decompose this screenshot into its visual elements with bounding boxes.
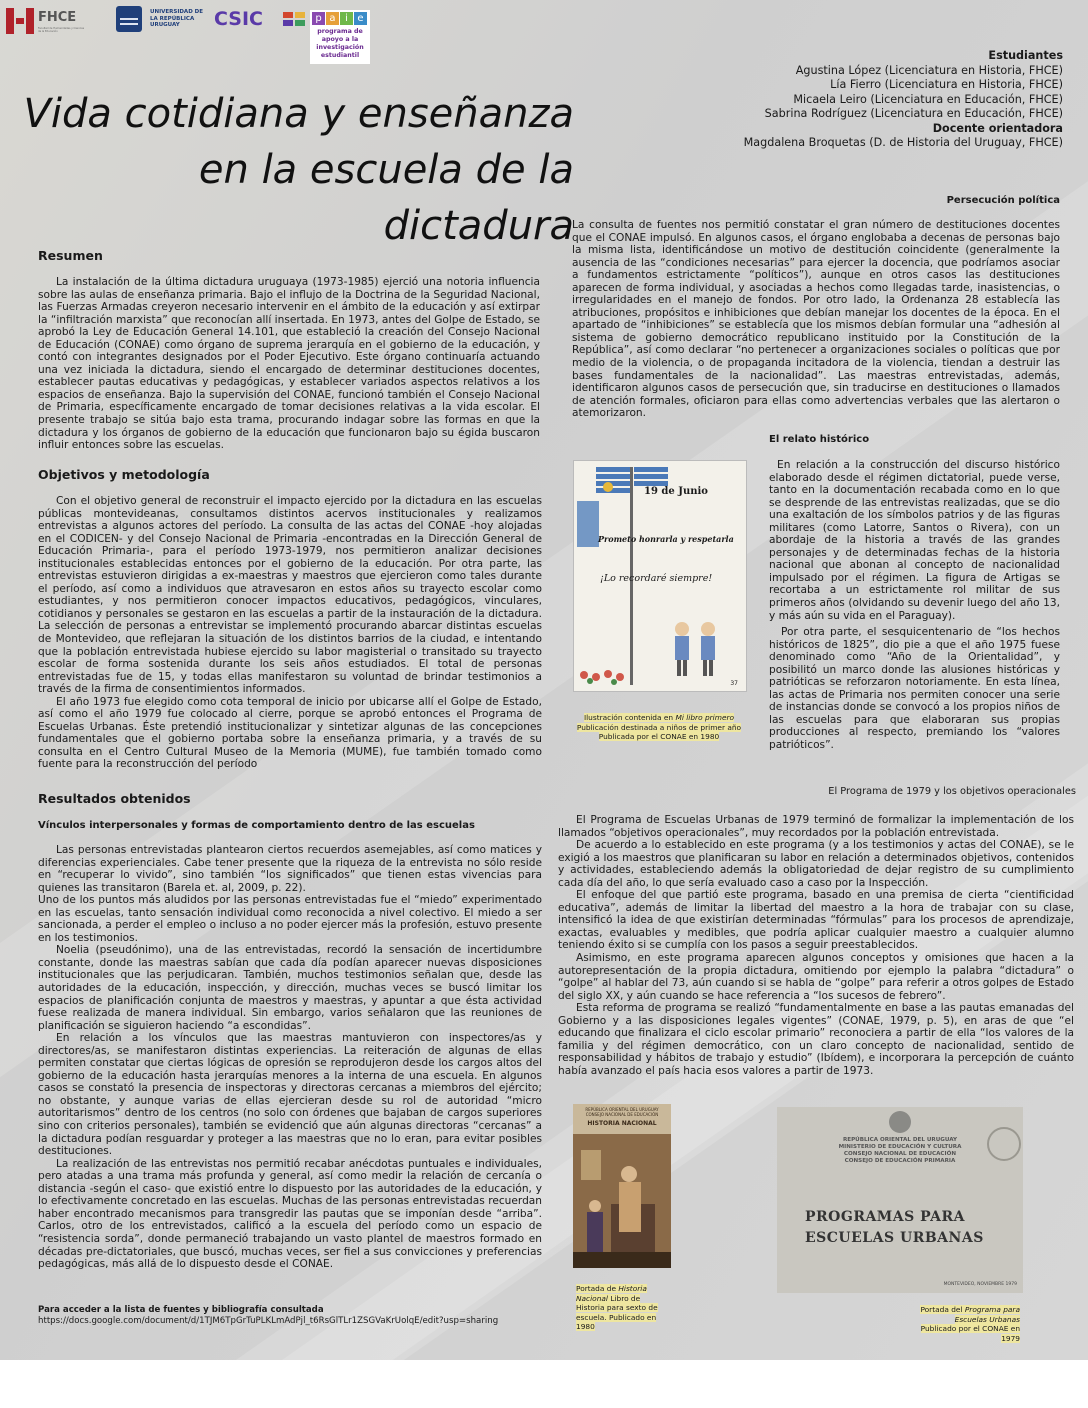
figure2-caption [576, 1284, 666, 1332]
caption-title: Historia Nacional [576, 1284, 647, 1303]
cover-title-line: PROGRAMAS PARA [805, 1209, 966, 1225]
resultados-paragraph: La realización de las entrevistas nos permitió recabar anécdotas puntuales e individuales, pero atadas a una trama más profunda y general, así como medir la relación de cercanía o distancia -según el caso- que existió entre lo dispuesto por las autoridades de la educación, y lo efectivamente concretado en las escuelas. Muchas de las personas entrevistadas recuerdan haber encontrado mecanismos para transgredir las pautas que se imponían desde “arriba”. Carlos, otro de los entrevistados, calificó a la escuela del período como un espacio de “resistencia sorda”, donde permaneció trabajando un vasto plantel de maestros formado en décadas pre-dictatoriales, que buscó, muchas veces, ser fiel a sus convicciones y preferencias pedagógicas, más allá de lo dispuesto desde el CONAE. [38, 1157, 542, 1271]
caption-prefix: Portada del [920, 1305, 965, 1314]
caption-title: Mi libro primero [675, 713, 735, 722]
caption-text: Publicado por el CONAE en 1979 [920, 1324, 1020, 1343]
paie-letter: a [326, 12, 339, 25]
student-name: Sabrina Rodríguez (Licenciatura en Educación, FHCE) [764, 107, 1063, 120]
poster-title [4, 86, 574, 246]
fhce-logo-text: FHCE [38, 10, 77, 25]
paie-logo [310, 10, 370, 64]
student-name: Agustina López (Licenciatura en Historia, FHCE) [795, 63, 1063, 77]
resultados-text [38, 844, 542, 1280]
relato-paragraph: En relación a la construcción del discurso histórico elaborado desde el régimen dictatorial, puede verse, tanto en la documentación recabada como en lo que se desprende de las entrevistas realizadas, que se dio una exaltación de los símbolos patrios y de las figuras militares (como Latorre, Santos o Rivera), con un abordaje de la historia a través de las grandes personajes y de determinadas fechas de la historia nacional que abonan al concepto de nacionalidad impulsado por el régimen. La figura de Artigas se recortaba a un estrictamente rol militar de sus primeros años (olvidando su devenir luego del año 13, y más aún su vida en el Paraguay). [769, 459, 1060, 622]
relato-heading: El relato histórico [769, 434, 870, 445]
title-line: en la escuela de la dictadura [198, 147, 574, 246]
resultados-paragraph: Noelia (pseudónimo), una de las entrevistadas, recordó la sensación de incertidumbre constante, donde las maestras sabían que cada día podían aparecer nuevas disposiciones institucionales que las perjudicaran. También, muchos testimonios señalan que, desde las autoridades de la educación, inspección, y dirección, muchas veces se buscó limitar los espacios de planificación conjunta de maestros y maestras, y apuntar a que ésta actividad fuese realizada de manera individual. Sin embargo, varios señalaron que las reuniones de planificación se siguieron haciendo “a escondidas”. [38, 944, 542, 1032]
relato-text [769, 459, 1060, 757]
programa-paragraph: El enfoque del que partió este programa, basado en una premisa de cierta “cientificidad educativa”, además de limitar la libertad del maestro a la hora de trabajar con su clase, intensificó la idea de que existirían determinadas “fórmulas” para los procesos de aprendizaje, exactas, evaluables y medibles, que podría aplicar cualquier maestro a cualquier alumno teniendo éxito si se cumplía con los pasos a seguir preestablecidos. [558, 889, 1074, 952]
relato-paragraph: Por otra parte, el sesquicentenario de “los hechos históricos de 1825”, dio pie a que el año 1975 fuese denominado como “Año de la Orientalidad”, y posibilitó un marco donde las alusiones históricas y patrióticas se reforzaron notoriamente. En esta línea, las actas de Primaria nos permiten conocer una serie de instancias donde se convocó a los propios niños de las escuelas para que elaboraran sus propias producciones al respecto, premiando los “valores patrióticos”. [769, 626, 1060, 752]
figure3-caption [920, 1305, 1020, 1343]
caption-text: Publicación destinada a niños de primer año Publicada por el CONAE en 1980 [576, 722, 742, 742]
authors-block [640, 49, 1063, 151]
mi-libro-primero-illustration [573, 460, 747, 692]
resultados-paragraph: Uno de los puntos más aludidos por las personas entrevistadas fue el “miedo” experimentado en las escuelas, tanto sensación individual como reconocida a nivel colectivo. El miedo a ser sancionada, a perder el empleo o incluso a no poder ejercer más la profesión, estuvo presente en los testimonios. [38, 894, 542, 944]
programas-escuelas-urbanas-cover [777, 1107, 1023, 1293]
illustration-line: ¡Lo recordaré siempre! [600, 573, 713, 584]
cover-title-line: ESCUELAS URBANAS [805, 1230, 984, 1246]
csic-squares [283, 12, 307, 26]
student-name: Lía Fierro (Licenciatura en Historia, FHCE) [830, 78, 1063, 91]
sources-label: Para acceder a la lista de fuentes y bibliografía consultada [38, 1305, 324, 1315]
paie-logo-text: programa de apoyo a la investigación estudiantil [316, 28, 364, 59]
title-line: Vida cotidiana y enseñanza [23, 91, 574, 137]
persecucion-text [572, 219, 1060, 423]
objetivos-paragraph: El año 1973 fue elegido como cota temporal de inicio por ubicarse allí el Golpe de Estado, así como el año 1979 fue colocado al cierre, porque se aprobó entonces el Programa de Escuelas Urbanas. Éste pretendió institucionalizar y sintetizar algunas de las concepciones fundamentales que el gobierno portaba sobre la enseñanza primaria, y a través de su consulta en el Centro Cultural Museo de la Memoria (MUME), fue también tomado como fuente para la reconstrucción del período [38, 695, 542, 771]
illustration-page-number: 37 [730, 680, 738, 687]
cover-title [805, 1207, 984, 1249]
resumen-heading: Resumen [38, 248, 103, 263]
programa-paragraph: Esta reforma de programa se realizó “fundamentalmente en base a las pautas emanadas del Gobierno y a las disposiciones legales vigentes” (CONAE, 1979, p. 5), en aras de que “el educando que finalizara el ciclo escolar primario” reconociera a partir de ella “los valores de la familia y del régimen democrático, con un claro concepto de nacionalidad, sentido de responsabilidad y hábitos de trabajo y estudio” (Ibídem), e incorporara la percepción de cuánto había avanzado el país hacia esos valores a partir de 1973. [558, 1002, 1074, 1077]
persecucion-heading: Persecución política [946, 195, 1060, 206]
objetivos-heading: Objetivos y metodología [38, 467, 210, 482]
historia-nacional-cover [573, 1104, 671, 1268]
programa-text [558, 814, 1074, 1084]
programa-paragraph: El Programa de Escuelas Urbanas de 1979 terminó de formalizar la implementación de los llamados “objetivos operacionales”, muy recordados por la población entrevistada. [558, 814, 1074, 839]
resumen-paragraph: La instalación de la última dictadura uruguaya (1973-1985) ejerció una notoria influencia sobre las aulas de enseñanza primaria. Bajo el influjo de la Doctrina de la Seguridad Nacional, las Fuerzas Armadas creyeron necesario intervenir en el ámbito de la educación y así extirpar la “infiltración marxista” que reconocían allí insertada. En 1973, antes del Golpe de Estado, se aprobó la Ley de Educación General 14.101, que estableció la creación del Consejo Nacional de Educación (CONAE) como órgano de suprema jerarquía en el gobierno de la educación, y contó con integrantes designados por el Poder Ejecutivo. Este órgano continuaría actuando una vez iniciada la dictadura, siendo el encargado de determinar destituciones docentes, establecer pautas educativas y pedagógicas, y establecer variados aspectos relativos a los espacios de enseñanza. Bajo la supervisión del CONAE, funcionó también el Consejo Nacional de Primaria, específicamente encargado de tomar decisiones relativas a la vida escolar. El presente trabajo se sitúa bajo esta trama, procurando indagar sobre las formas en que la dictadura y los órganos de gobierno de la educación que funcionaron bajo su égida buscaron influir entonces sobre las escuelas. [38, 276, 540, 452]
cover-header-line: CONSEJO DE EDUCACIÓN PRIMARIA [844, 1158, 956, 1164]
sources-link[interactable]: https://docs.google.com/document/d/1TJM6TpGrTuPLKLmAdPjl_t6RsGlTLr1ZSGVaKrUolqE/edit?usp=sharing [38, 1316, 499, 1326]
students-label: Estudiantes [988, 49, 1063, 62]
resultados-paragraph: Las personas entrevistadas plantearon ciertos recuerdos asemejables, así como matices y diferencias experienciales. Cabe tener presente que la riqueza de la entrevista no sólo reside en “recuperar lo vivido”, sino también “los significados” que tienen estas vivencias para quienes las transitaron (Barela et. al, 2009, p. 22). [38, 844, 542, 894]
paie-letter: e [354, 12, 367, 25]
cover-header-line: REPÚBLICA ORIENTAL DEL URUGUAY [842, 1137, 958, 1143]
cover-date: MONTEVIDEO, NOVIEMBRE 1979 [943, 1282, 1017, 1287]
objetivos-text [38, 495, 542, 777]
persecucion-paragraph: La consulta de fuentes nos permitió constatar el gran número de destituciones docentes que el CONAE impulsó. En algunos casos, el órgano englobaba a decenas de personas bajo la misma lista, identificándose un motivo de destitución coincidente (generalmente la ausencia de las “condiciones necesarias” para ejercer la docencia, que podríamos asociar a fundamentos estrictamente “políticos”), aunque en otros casos las destituciones aparecen de forma individual, y asociadas a hechos como llegadas tarde, inasistencias, o irregularidades en el manejo de fondos. Por otro lado, la Ordenanza 28 establecía las atribuciones, propósitos e inhibiciones que debían manejar los docentes de la época. En el apartado de “inhibiciones” se establecía que los mismos debían formular una “adhesión al sistema de gobierno democrático republicano instituido por la Constitución de la República”, así como declarar “no pertenecer a organizaciones sociales o políticas que por medio de la violencia, o de propaganda incitadora de la violencia, tiendan a destruir las bases fundamentales de la nacionalidad”. Las maestras entrevistadas, además, identificaron algunos casos de persecución que, sin traducirse en destituciones o llamados de atención formales, oficiaron para ellas como advertencias verbales que las alertaron o atemorizaron. [572, 219, 1060, 420]
cover-header-line: MINISTERIO DE EDUCACIÓN Y CULTURA [838, 1144, 962, 1150]
fhce-logo-subtitle: Facultad de Humanidades y Ciencias de la Educación [38, 27, 84, 33]
figure1-caption [573, 713, 745, 742]
paie-letter: p [312, 12, 325, 25]
resumen-text [38, 276, 540, 456]
cover-header [777, 1137, 1023, 1165]
caption-prefix: Ilustración contenida en [583, 713, 676, 722]
teacher-name: Magdalena Broquetas (D. de Historia del Uruguay, FHCE) [743, 136, 1063, 149]
paie-letter: i [340, 12, 353, 25]
sources-block [38, 1305, 558, 1327]
programa-paragraph: Asimismo, en este programa aparecen algunos conceptos y omisiones que hacen a la autorepresentación de la propia dictadura, omitiendo por ejemplo la palabra “dictadura” o “golpe” al hablar del 73, aún cuando si se habla de “golpe” para referir a otros golpes de Estado del siglo XX, y aún cuando se hace referencia a “los sucesos de febrero”. [558, 952, 1074, 1002]
caption-text: Libro de Historia para sexto de escuela. Publicado en 1980 [576, 1293, 658, 1332]
resultados-heading: Resultados obtenidos [38, 791, 191, 806]
udelar-logo [116, 6, 210, 34]
cover-title: HISTORIA NACIONAL [587, 1120, 657, 1127]
udelar-logo-text: UNIVERSIDAD DE LA REPÚBLICA URUGUAY [150, 9, 203, 28]
cover-header: REPÚBLICA ORIENTAL DEL URUGUAY CONSEJO NACIONAL DE EDUCACIÓN [585, 1107, 659, 1117]
resultados-paragraph: En relación a los vínculos que las maestras mantuvieron con inspectores/as y directores/as, se manifestaron distintas experiencias. La reiteración de algunas de ellas permiten constatar que ciertas lógicas de opresión se reprodujeron desde los cargos altos del gobierno de la educación hasta jerarquías menores a la interna de una escuela. En algunos casos se constató la presencia de inspectoras y directoras cercanas a miembros del ejército; no obstante, y aunque varias de ellas ejercieran desde su rol de autoridad “micro autoritarismos” dentro de los centros (no solo con órdenes que bajaban de cargos superiores sino con criterios personales), también se evidenció que aún algunas directoras “cercanas” a la dictadura podían resguardar y proteger a las maestras que no lo eran, para evitar posibles destituciones. [38, 1032, 542, 1158]
teacher-label: Docente orientadora [932, 121, 1063, 135]
csic-logo: CSIC [214, 8, 263, 30]
illustration-line: Prometo honrarla y respetarla [598, 534, 734, 544]
caption-title: Programa para Escuelas Urbanas [954, 1305, 1020, 1324]
resultados-subheading: Vínculos interpersonales y formas de comportamiento dentro de las escuelas [38, 820, 475, 831]
programa-paragraph: De acuerdo a lo establecido en este programa (y a los testimonios y actas del CONAE), se le exigió a los maestros que planificaran su labor en relación a determinados objetivos, contenidos y actividades, estableciendo además la obligatoriedad de dejar registro de su cumplimiento cada día del año, lo que sería evaluado caso a caso por la Inspección. [558, 839, 1074, 889]
objetivos-paragraph: Con el objetivo general de reconstruir el impacto ejercido por la dictadura en las escuelas públicas montevideanas, consultamos distintos acervos institucionales y realizamos entrevistas a algunos actores del período. La consulta de las actas del CONAE -hoy alojadas en el CODICEN- y del Consejo Nacional de Primaria -encontradas en la Dirección General de Educación Primaria-, para el período 1973-1979, nos permitieron analizar decisiones institucionales establecidas entonces por el gobierno de la educación. Por otra parte, las entrevistas estuvieron dirigidas a ex-maestras y maestros que ejercieron como tales durante el período, así como a individuos que atravesaron en estos años su trayecto escolar como estudiantes, y nos permitieron conocer impactos educativos, pedagógicos, vinculares, cotidianos y personales se gestaron en las escuelas a partir de la instauración de la dictadura. La selección de personas a entrevistar se implementó procurando abarcar distintas escuelas de Montevideo, que reflejaran la situación de los distintos barrios de la ciudad, e intentando que la población entrevistada hubiese ejercido su labor magisterial o transitado su trayecto escolar de forma sostenida durante los seis años estudiados. El total de personas entrevistadas fue de 15, y todas ellas manifestaron su voluntad de brindar testimonios a través de la firma de consentimientos informados. [38, 495, 542, 696]
illustration-date: 19 de Junio [644, 486, 708, 497]
student-name: Micaela Leiro (Licenciatura en Educación, FHCE) [793, 92, 1063, 106]
cover-header-line: CONSEJO NACIONAL DE EDUCACIÓN [843, 1151, 957, 1157]
fhce-logo [6, 6, 86, 36]
caption-prefix: Portada de [576, 1284, 619, 1293]
programa-heading: El Programa de 1979 y los objetivos operacionales [828, 786, 1076, 797]
coat-of-arms-icon [889, 1111, 911, 1133]
